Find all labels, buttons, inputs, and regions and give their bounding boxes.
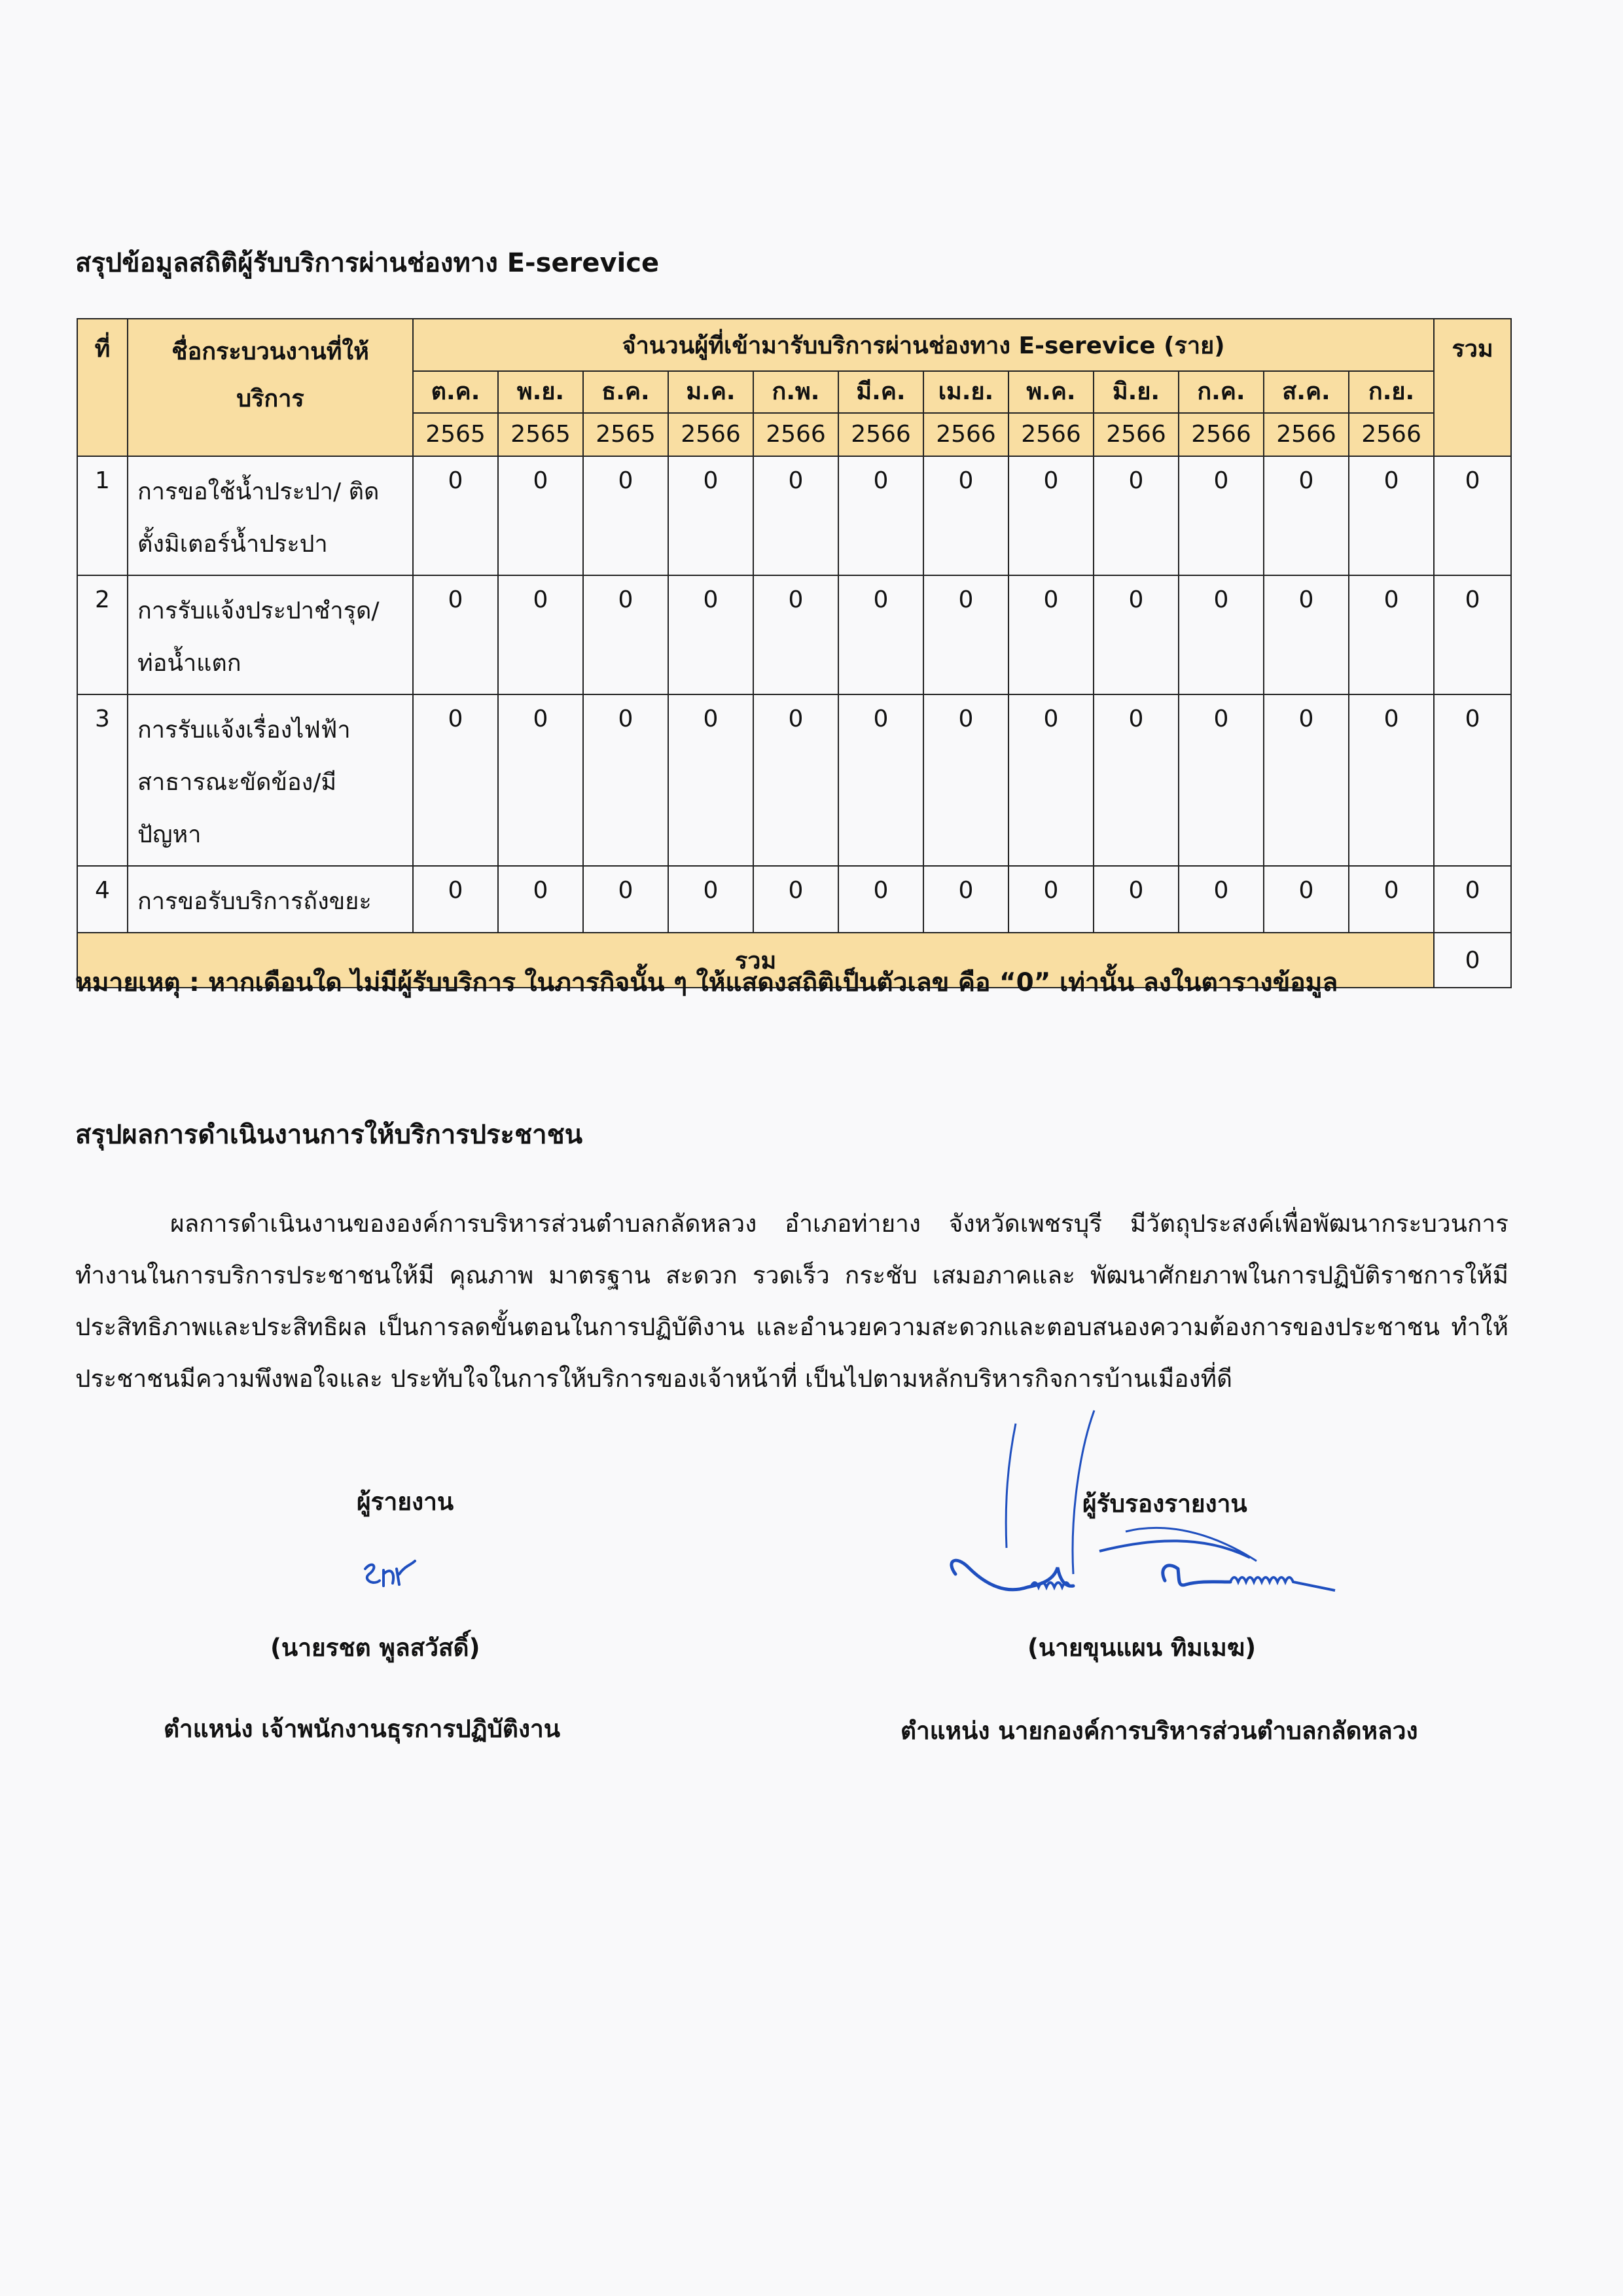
table-row bbox=[77, 866, 1511, 933]
month-value: 0 bbox=[1008, 575, 1094, 694]
month-value: 0 bbox=[1179, 866, 1264, 933]
month-value: 0 bbox=[838, 456, 923, 575]
month-value: 0 bbox=[1179, 456, 1264, 575]
header-year: 2566 bbox=[1179, 413, 1264, 456]
month-value: 0 bbox=[1349, 456, 1434, 575]
header-month: ก.ค. bbox=[1179, 371, 1264, 413]
header-year: 2566 bbox=[923, 413, 1008, 456]
statistics-table bbox=[77, 318, 1512, 988]
month-value: 0 bbox=[923, 866, 1008, 933]
header-year: 2566 bbox=[1349, 413, 1434, 456]
header-total: รวม bbox=[1434, 319, 1511, 456]
row-total: 0 bbox=[1434, 575, 1511, 694]
certifier-signature bbox=[942, 1404, 1361, 1626]
header-month: ม.ค. bbox=[668, 371, 753, 413]
table-note: หมายเหตุ : หากเดือนใด ไม่มีผู้รับบริการ ในภารกิจนั้น ๆ ให้แสดงสถิติเป็นตัวเลข คือ “0” เท่านั้น ลงในตารางข้อมูล bbox=[75, 968, 1338, 997]
row-total: 0 bbox=[1434, 456, 1511, 575]
row-total: 0 bbox=[1434, 694, 1511, 866]
sum-label: รวม bbox=[77, 933, 1434, 988]
month-value: 0 bbox=[1264, 456, 1349, 575]
month-value: 0 bbox=[1094, 575, 1179, 694]
process-name: การรับแจ้งประปาชำรุด/ ท่อน้ำแตก bbox=[128, 575, 413, 694]
month-value: 0 bbox=[1349, 575, 1434, 694]
row-number: 2 bbox=[77, 575, 128, 694]
certifier-role: ผู้รับรองรายงาน bbox=[1082, 1490, 1247, 1518]
process-name: การรับแจ้งเรื่องไฟฟ้า สาธารณะขัดข้อง/มี ปัญหา bbox=[128, 694, 413, 866]
month-value: 0 bbox=[1008, 456, 1094, 575]
header-year: 2566 bbox=[838, 413, 923, 456]
table-row bbox=[77, 575, 1511, 694]
month-value: 0 bbox=[1264, 575, 1349, 694]
month-value: 0 bbox=[413, 866, 498, 933]
month-value: 0 bbox=[583, 694, 668, 866]
month-value: 0 bbox=[668, 694, 753, 866]
certifier-name: (นายขุนแผน ทิมเมฆ) bbox=[1027, 1634, 1257, 1662]
header-year: 2566 bbox=[1264, 413, 1349, 456]
month-value: 0 bbox=[1179, 694, 1264, 866]
header-month: มิ.ย. bbox=[1094, 371, 1179, 413]
row-number: 4 bbox=[77, 866, 128, 933]
month-value: 0 bbox=[1349, 694, 1434, 866]
reporter-role: ผู้รายงาน bbox=[357, 1488, 454, 1516]
month-value: 0 bbox=[1264, 866, 1349, 933]
month-value: 0 bbox=[413, 575, 498, 694]
header-month: ต.ค. bbox=[413, 371, 498, 413]
month-value: 0 bbox=[1008, 694, 1094, 866]
row-total: 0 bbox=[1434, 866, 1511, 933]
process-name: การขอรับบริการถังขยะ bbox=[128, 866, 413, 933]
month-value: 0 bbox=[1349, 866, 1434, 933]
header-month: ก.ย. bbox=[1349, 371, 1434, 413]
process-name: การขอใช้น้ำประปา/ ติดตั้งมิเตอร์น้ำประปา bbox=[128, 456, 413, 575]
month-value: 0 bbox=[1094, 694, 1179, 866]
month-value: 0 bbox=[753, 575, 838, 694]
row-number: 3 bbox=[77, 694, 128, 866]
month-value: 0 bbox=[668, 866, 753, 933]
month-value: 0 bbox=[668, 575, 753, 694]
document-title: สรุปข้อมูลสถิติผู้รับบริการผ่านช่องทาง E-serevice bbox=[75, 248, 660, 278]
month-value: 0 bbox=[668, 456, 753, 575]
month-value: 0 bbox=[838, 575, 923, 694]
month-value: 0 bbox=[498, 866, 583, 933]
header-month: มี.ค. bbox=[838, 371, 923, 413]
month-value: 0 bbox=[583, 456, 668, 575]
month-value: 0 bbox=[923, 456, 1008, 575]
month-value: 0 bbox=[923, 694, 1008, 866]
header-year: 2565 bbox=[583, 413, 668, 456]
month-value: 0 bbox=[838, 694, 923, 866]
month-value: 0 bbox=[498, 456, 583, 575]
sum-value: 0 bbox=[1434, 933, 1511, 988]
month-value: 0 bbox=[1264, 694, 1349, 866]
month-value: 0 bbox=[498, 694, 583, 866]
reporter-name: (นายรชต พูลสวัสดิ์) bbox=[270, 1634, 480, 1662]
month-value: 0 bbox=[498, 575, 583, 694]
header-year: 2565 bbox=[413, 413, 498, 456]
section-title: สรุปผลการดำเนินงานการให้บริการประชาชน bbox=[75, 1120, 583, 1150]
table-row bbox=[77, 456, 1511, 575]
header-month: ธ.ค. bbox=[583, 371, 668, 413]
row-number: 1 bbox=[77, 456, 128, 575]
header-month: พ.ย. bbox=[498, 371, 583, 413]
table-row bbox=[77, 694, 1511, 866]
month-value: 0 bbox=[923, 575, 1008, 694]
header-year: 2565 bbox=[498, 413, 583, 456]
month-value: 0 bbox=[1008, 866, 1094, 933]
reporter-position: ตำแหน่ง เจ้าพนักงานธุรการปฏิบัติงาน bbox=[164, 1715, 561, 1743]
month-value: 0 bbox=[583, 575, 668, 694]
header-year: 2566 bbox=[1094, 413, 1179, 456]
header-month: ก.พ. bbox=[753, 371, 838, 413]
month-value: 0 bbox=[1094, 866, 1179, 933]
month-value: 0 bbox=[753, 694, 838, 866]
header-year: 2566 bbox=[668, 413, 753, 456]
certifier-position: ตำแหน่ง นายกองค์การบริหารส่วนตำบลกลัดหลวง bbox=[901, 1717, 1418, 1745]
month-value: 0 bbox=[413, 456, 498, 575]
reporter-signature bbox=[360, 1554, 419, 1594]
header-year: 2566 bbox=[753, 413, 838, 456]
header-process: ชื่อกระบวนงานที่ให้บริการ bbox=[128, 319, 413, 456]
month-value: 0 bbox=[838, 866, 923, 933]
month-value: 0 bbox=[753, 456, 838, 575]
header-month: เม.ย. bbox=[923, 371, 1008, 413]
header-count: จำนวนผู้ที่เข้ามารับบริการผ่านช่องทาง E-serevice (ราย) bbox=[413, 319, 1434, 371]
header-year: 2566 bbox=[1008, 413, 1094, 456]
month-value: 0 bbox=[413, 694, 498, 866]
month-value: 0 bbox=[1094, 456, 1179, 575]
header-month: ส.ค. bbox=[1264, 371, 1349, 413]
month-value: 0 bbox=[753, 866, 838, 933]
month-value: 0 bbox=[1179, 575, 1264, 694]
header-month: พ.ค. bbox=[1008, 371, 1094, 413]
summary-paragraph: ผลการดำเนินงานขององค์การบริหารส่วนตำบลกลัดหลวง อำเภอท่ายาง จังหวัดเพชรบุรี มีวัตถุประสงค์เพื่อพัฒนากระบวนการทำงานในการบริการประชาชนให้มี คุณภาพ มาตรฐาน สะดวก รวดเร็ว กระชับ เสมอภาคและ พัฒนาศักยภาพในการปฏิบัติราชการให้มี ประสิทธิภาพและประสิทธิผล เป็นการลดขั้นตอนในการปฏิบัติงาน และอำนวยความสะดวกและตอบสนองความต้องการของประชาชน ทำให้ประชาชนมีความพึงพอใจและ ประทับใจในการให้บริการของเจ้าหน้าที่ เป็นไปตามหลักบริหารกิจการบ้านเมืองที่ดี bbox=[75, 1210, 1508, 1393]
month-value: 0 bbox=[583, 866, 668, 933]
header-no: ที่ bbox=[77, 319, 128, 456]
